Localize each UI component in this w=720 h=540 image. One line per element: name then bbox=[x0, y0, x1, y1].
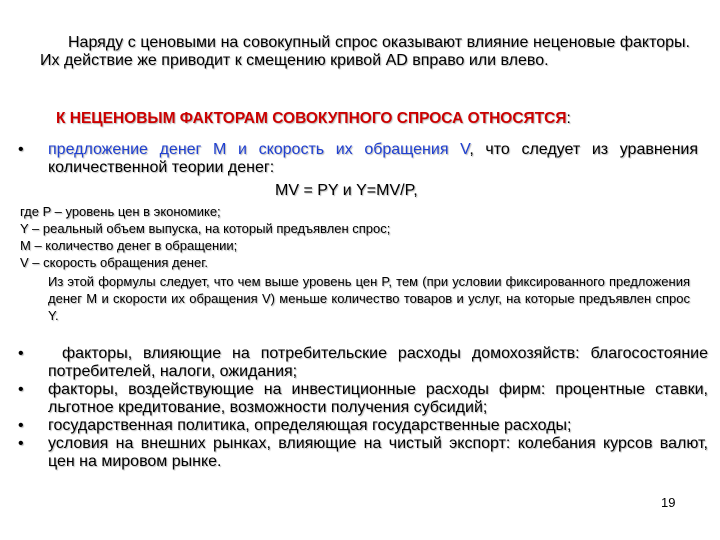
money-rest: , что следует из уравнения количественной теории денег: bbox=[48, 141, 699, 176]
list-item-text: факторы, воздействующие на инвестиционные расходы фирм: процентные ставки, льготное кредитование, возможности получения субсидий; bbox=[48, 381, 708, 416]
definition-line: Y – реальный объем выпуска, на который предъявлен спрос; bbox=[20, 221, 391, 236]
definition-line: где P – уровень цен в экономике; bbox=[20, 204, 221, 219]
bullet-icon: • bbox=[18, 435, 24, 452]
list-item-text: условия на внешних рынках, влияющие на чистый экспорт: колебания курсов валют, цен на мировом рынке. bbox=[48, 435, 708, 470]
bullet-icon: • bbox=[18, 345, 24, 362]
list-item bbox=[18, 417, 718, 435]
bullet-icon: • bbox=[18, 417, 24, 434]
page-number: 19 bbox=[661, 495, 676, 510]
heading-colon: : bbox=[566, 110, 571, 127]
list-item bbox=[18, 381, 718, 417]
intro-paragraph bbox=[40, 34, 690, 70]
money-highlight: предложение денег M и скорость их обращения V bbox=[48, 141, 470, 158]
section-heading bbox=[56, 110, 696, 128]
list-item bbox=[18, 435, 718, 471]
list-item bbox=[18, 345, 718, 381]
heading-text: К НЕЦЕНОВЫМ ФАКТОРАМ СОВОКУПНОГО СПРОСА ОТНОСЯТСЯ bbox=[56, 110, 567, 127]
factors-list bbox=[18, 345, 718, 471]
definitions bbox=[20, 203, 700, 271]
formula: MV = PY и Y=MV/P, bbox=[275, 182, 418, 199]
bullet-icon: • bbox=[18, 381, 24, 398]
list-item-text: факторы, влияющие на потребительские расходы домохозяйств: благосостояние потребителей, налоги, ожидания; bbox=[48, 345, 708, 380]
bullet-icon: • bbox=[18, 141, 24, 158]
list-item-text: государственная политика, определяющая государственные расходы; bbox=[48, 417, 572, 434]
conclusion-paragraph: Из этой формулы следует, что чем выше уровень цен P, тем (при условии фиксированного предложения денег M и скорости их обращения V) меньше количество товаров и услуг, на которые предъявлен спрос Y. bbox=[48, 274, 690, 323]
intro-text: Наряду с ценовыми на совокупный спрос оказывают влияние неценовые факторы. Их действие же приводит к смещению кривой AD вправо или влево. bbox=[40, 34, 690, 69]
definition-line: V – скорость обращения денег. bbox=[20, 255, 208, 270]
money-bullet-text bbox=[48, 141, 698, 177]
definition-line: M – количество денег в обращении; bbox=[20, 238, 238, 253]
